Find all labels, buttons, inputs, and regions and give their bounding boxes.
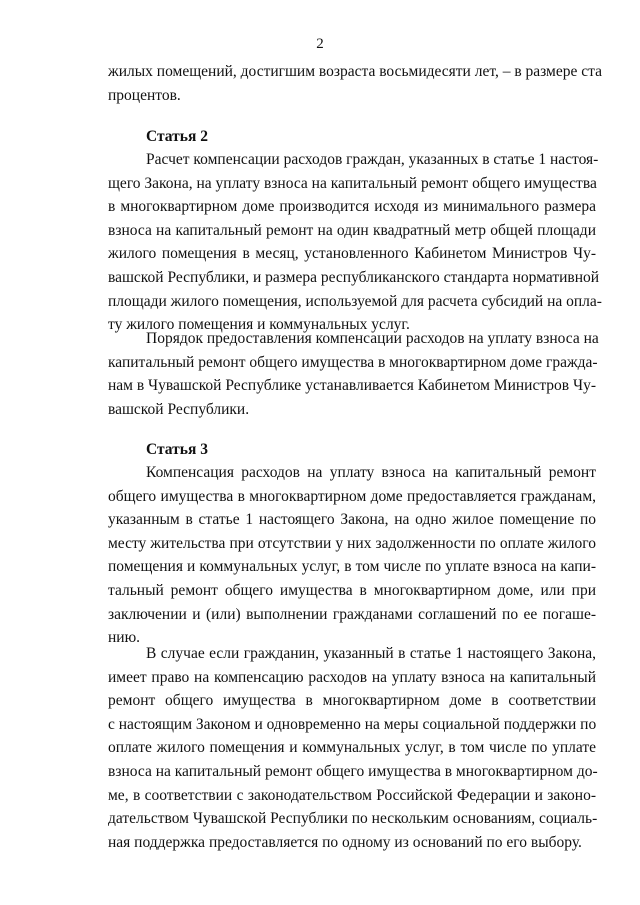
page-number: 2: [316, 36, 324, 52]
text-line: В случае если гражданин, указанный в статье 1 настоящего Закона,: [146, 645, 596, 662]
intro-paragraph: [108, 60, 602, 107]
text-line: взноса на капитальный ремонт на один квадратный метр общей площади: [108, 221, 596, 239]
text-line: процентов.: [108, 86, 181, 104]
article-2-paragraph-1: [108, 148, 602, 337]
text-line: указанным в статье 1 настоящего Закона, на одно жилое помещение по: [108, 511, 596, 529]
article-2-heading: Статья 2: [146, 128, 208, 145]
text-line: жилых помещений, достигшим возраста восьмидесяти лет, – в размере ста: [108, 63, 602, 80]
text-line: общего имущества в многоквартирном доме предоставляется гражданам,: [108, 487, 596, 505]
text-line: ме, в соответствии с законодательством Российской Федерации и законо-: [108, 786, 596, 804]
text-line: Порядок предоставления компенсации расходов на уплату взноса на: [146, 330, 599, 347]
text-line: щего Закона, на уплату взноса на капитальный ремонт общего имущества: [108, 174, 597, 192]
text-line: Расчет компенсации расходов граждан, указанных в статье 1 настоя-: [146, 151, 599, 168]
text-line: помещения и коммунальных услуг, в том числе по уплате взноса на капи-: [108, 558, 596, 576]
text-line: вашской Республики, и размера республиканского стандарта нормативной: [108, 268, 600, 286]
text-line: заключении и (или) выполнении гражданами соглашений по ее погаше-: [108, 605, 596, 623]
article-2-paragraph-2: [108, 327, 599, 421]
article-3-paragraph-1: [108, 461, 596, 650]
text-line: капитальный ремонт общего имущества в многоквартирном доме гражда-: [108, 353, 598, 371]
text-line: Компенсация расходов на уплату взноса на капитальный ремонт: [146, 464, 596, 481]
text-line: вашской Республики.: [108, 400, 250, 418]
text-line: дательством Чувашской Республики по нескольким основаниям, социаль-: [108, 810, 598, 828]
text-line: имеет право на компенсацию расходов на уплату взноса на капитальный: [108, 668, 596, 686]
text-line: взноса на капитальный ремонт общего имущества в многоквартирном до-: [108, 762, 598, 780]
text-line: площади жилого помещения, используемой для расчета субсидий на опла-: [108, 292, 602, 310]
text-line: ремонт общего имущества в многоквартирном доме в соответствии: [108, 692, 596, 710]
text-line: жилого помещения в месяц, установленного Кабинетом Министров Чу-: [108, 245, 596, 263]
text-line: ная поддержка предоставляется по одному из оснований по его выбору.: [108, 833, 582, 851]
text-line: тальный ремонт общего имущества в многоквартирном доме, или при: [108, 581, 596, 599]
text-line: нию.: [108, 629, 141, 647]
text-line: в многоквартирном доме производится исходя из минимального размера: [108, 198, 596, 216]
text-line: месту жительства при отсутствии у них задолженности по оплате жилого: [108, 534, 596, 552]
text-line: оплате жилого помещения и коммунальных услуг, в том числе по уплате: [108, 739, 596, 757]
text-line: ту жилого помещения и коммунальных услуг.: [108, 316, 410, 334]
article-3-heading: Статья 3: [146, 441, 208, 458]
text-line: нам в Чувашской Республике устанавливается Кабинетом Министров Чу-: [108, 377, 596, 395]
article-3-paragraph-2: [108, 642, 596, 854]
text-line: с настоящим Законом и одновременно на меры социальной поддержки по: [108, 715, 597, 733]
